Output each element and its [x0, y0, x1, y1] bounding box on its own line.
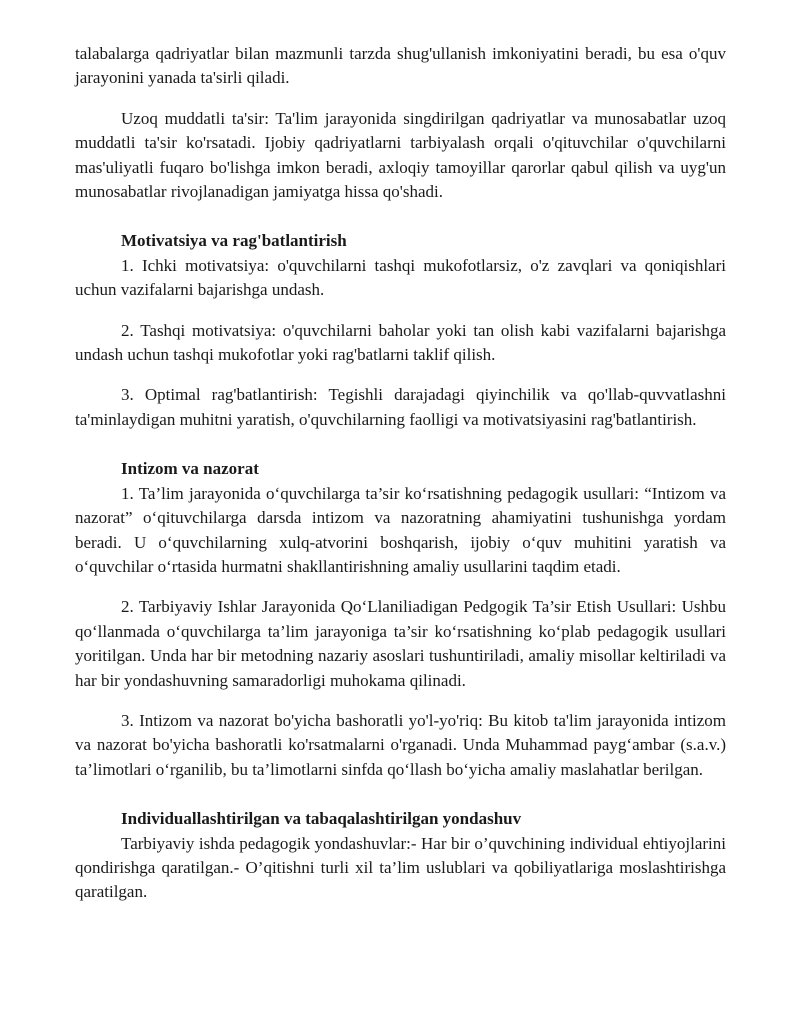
- section-heading-motivation: Motivatsiya va rag'batlantirish: [121, 231, 347, 251]
- discipline-item-3: 3. Intizom va nazorat bo'yicha bashoratli yo'l-yo'riq: Bu kitob ta'lim jarayonida intizom va nazorat bo'yicha bashoratli ko'rsatmalarni o'rganadi. Unda Muhammad payg‘ambar (s.a.v.) ta’limotlari o‘rganilib, bu ta’limotlarni sinfda qo‘llash bo‘yicha amaliy maslahatlar berilgan.: [75, 710, 726, 779]
- motivation-item-2: 2. Tashqi motivatsiya: o'quvchilarni baholar yoki tan olish kabi vazifalarni bajarishga undash uchun tashqi mukofotlar yoki rag'batlarni taklif qilish.: [75, 320, 726, 365]
- section-heading-discipline: Intizom va nazorat: [121, 459, 259, 479]
- discipline-item-2: 2. Tarbiyaviy Ishlar Jarayonida Qo‘Llaniliadigan Pedgogik Ta’sir Etish Usullari: Ushbu qo‘llanmada o‘quvchilarga ta’lim jarayoniga ta’sir ko‘rsatishning ko‘plab pedagogik usullari yoritilgan. Unda har bir metodning nazariy asoslari tushuntiriladi, amaliy misollar keltiriladi va har bir yondashuvning samaradorligi muhokama qilinadi.: [75, 597, 726, 690]
- paragraph-long-term-effect: Uzoq muddatli ta'sir: Ta'lim jarayonida singdirilgan qadriyatlar va munosabatlar uzoq muddatli ta'sir ko'rsatadi. Ijobiy qadriyatlarni tarbiyalash orqali o'qituvchilar o'quvchilarni mas'uliyatli fuqaro bo'lishga imkon beradi, axloqiy tamoyillar qarorlar qabul qilish va uyg'un munosabatlar rivojlanadigan jamiyatga hissa qo'shadi.: [75, 108, 726, 202]
- individual-item-1: Tarbiyaviy ishda pedagogik yondashuvlar:- Har bir o’quvchining individual ehtiyojlarini qondirishga qaratilgan.- O’qitishni turli xil ta’lim uslublari va qobiliyatlariga moslashtirishga qaratilgan.: [75, 833, 726, 902]
- motivation-item-3: 3. Optimal rag'batlantirish: Tegishli darajadagi qiyinchilik va qo'llab-quvvatlashni ta'minlaydigan muhitni yaratish, o'quvchilarning faolligi va motivatsiyasini rag'batlantirish.: [75, 385, 726, 429]
- section-heading-individual: Individuallashtirilgan va tabaqalashtirilgan yondashuv: [121, 809, 522, 829]
- discipline-item-1: 1. Ta’lim jarayonida o‘quvchilarga ta’sir ko‘rsatishning pedagogik usullari: “Intizom va nazorat” o‘qituvchilarga darsda intizom va nazoratning ahamiyatini tushunishga yordam beradi. U o‘quvchilarning xulq-atvorini boshqarish, ijobiy o‘quv muhitini yaratish va o‘quvchilar o‘rtasida hurmatni shakllantirishning amaliy usullarini taqdim etadi.: [75, 483, 726, 576]
- paragraph-continuation: talabalarga qadriyatlar bilan mazmunli tarzda shug'ullanish imkoniyatini beradi, bu esa o'quv jarayonini yanada ta'sirli qiladi.: [75, 44, 726, 88]
- motivation-item-1: 1. Ichki motivatsiya: o'quvchilarni tashqi mukofotlarsiz, o'z zavqlari va qoniqishlari uchun vazifalarni bajarishga undash.: [75, 255, 726, 300]
